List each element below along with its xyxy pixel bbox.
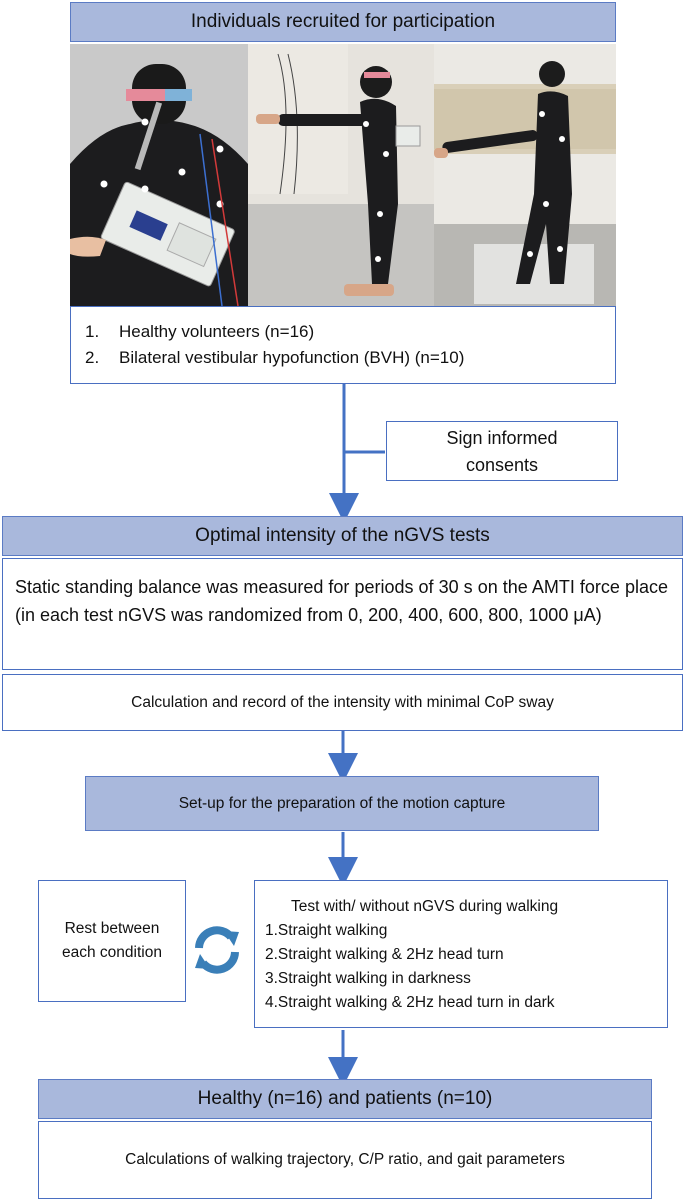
- walking-tests-title: Test with/ without nGVS during walking: [291, 898, 559, 915]
- cycle-icon: [189, 922, 245, 978]
- participant-groups-list: [85, 319, 615, 371]
- photo-side-view: [248, 44, 434, 306]
- list-item: 4.Straight walking & 2Hz head turn in dark: [265, 994, 555, 1011]
- rest-box: [38, 880, 186, 1002]
- results-calc-box: [38, 1121, 652, 1199]
- rest-line-1: Rest between: [64, 920, 160, 937]
- intensity-calc-box: [2, 674, 683, 731]
- participant-groups-box: [70, 306, 616, 384]
- recruit-header: [70, 2, 616, 42]
- intensity-header: [2, 516, 683, 556]
- intensity-description-box: [2, 558, 683, 670]
- consent-line-1: Sign informed: [446, 428, 558, 448]
- consent-line-2: consents: [465, 455, 539, 475]
- list-item: 3.Straight walking in darkness: [265, 970, 471, 987]
- recruit-title: Individuals recruited for participation: [190, 11, 496, 32]
- participant-photos: [70, 44, 616, 306]
- list-item: 1. Healthy volunteers (n=16): [85, 322, 315, 341]
- photo-back-view: [70, 44, 248, 306]
- results-header: [38, 1079, 652, 1119]
- consent-box: [386, 421, 618, 481]
- setup-title: Set-up for the preparation of the motion capture: [178, 794, 506, 812]
- intensity-description: Static standing balance was measured for periods of 30 s on the AMTI force place (in each test nGVS was randomized from 0, 200, 400, 600, 800, 1000 μA): [15, 577, 668, 625]
- walking-tests-box: [254, 880, 668, 1028]
- results-calc-text: Calculations of walking trajectory, C/P ratio, and gait parameters: [125, 1151, 565, 1168]
- photo-walking-view: [434, 44, 616, 306]
- setup-header: [85, 776, 599, 831]
- rest-line-2: each condition: [62, 944, 162, 961]
- results-title: Healthy (n=16) and patients (n=10): [197, 1088, 493, 1109]
- intensity-calc-text: Calculation and record of the intensity with minimal CoP sway: [131, 693, 554, 711]
- intensity-title: Optimal intensity of the nGVS tests: [195, 525, 490, 546]
- list-item: 2. Bilateral vestibular hypofunction (BVH) (n=10): [85, 348, 465, 367]
- list-item: 1.Straight walking: [265, 922, 388, 939]
- list-item: 2.Straight walking & 2Hz head turn: [265, 946, 504, 963]
